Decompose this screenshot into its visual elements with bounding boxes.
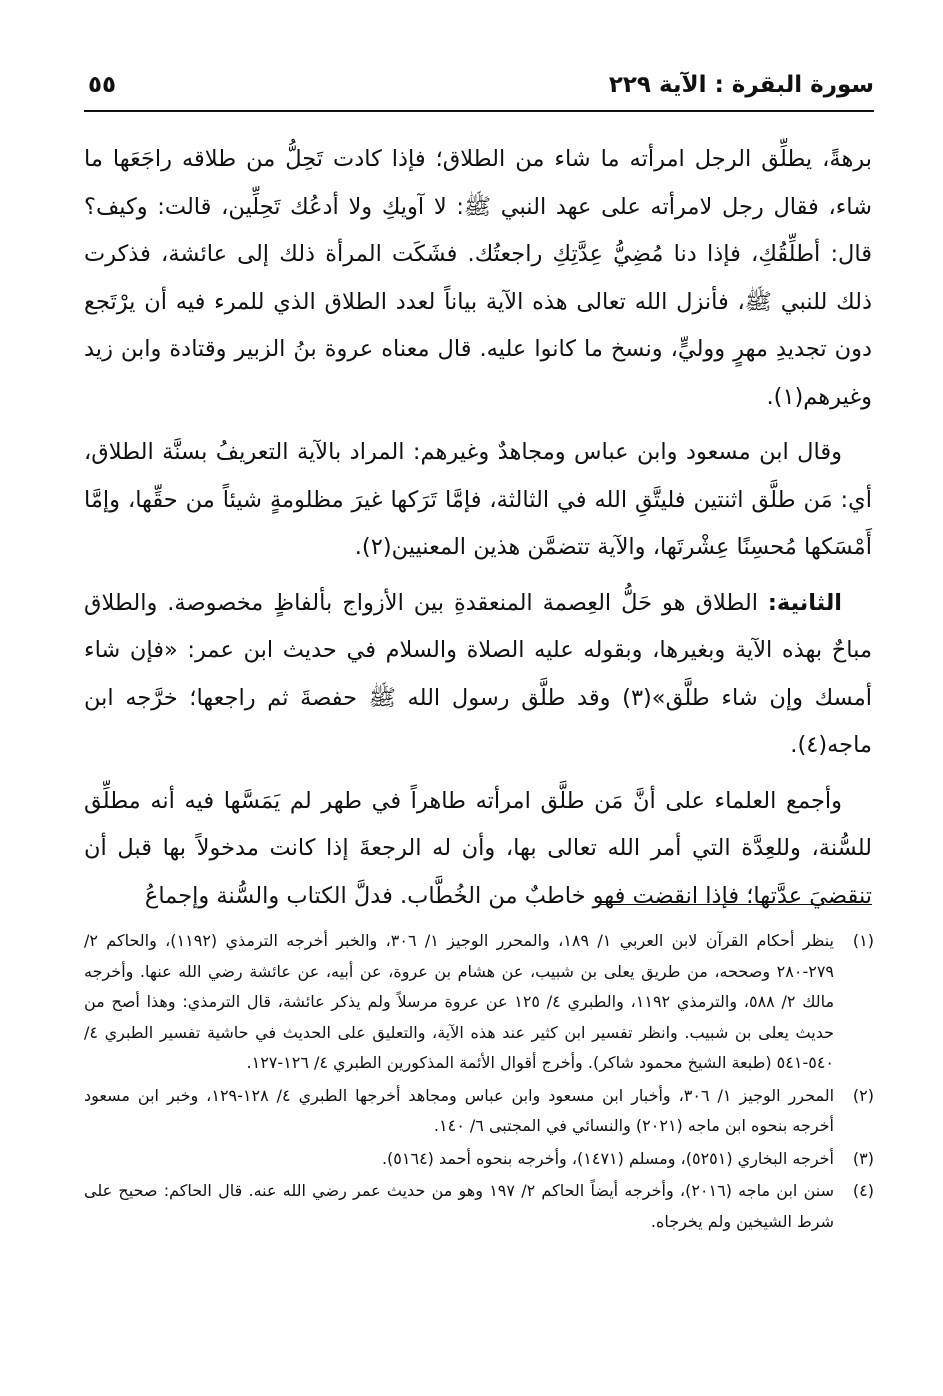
footnote: [84, 1144, 874, 1175]
paragraph: [84, 580, 872, 770]
footnote-number: (٤): [852, 1181, 874, 1200]
header-rule: [84, 110, 874, 112]
paragraph-text: برهةً، يطلِّق الرجل امرأته ما شاء من الطلاق؛ فإذا كادت تَحِلُّ من طلاقه راجَعَها ما شاء، فقال رجل لامرأته على عهد النبي ﷺ: لا آويكِ ولا أدعُك تَحِلِّين، قالت: وكيف؟ قال: أطلِّقُكِ، فإذا دنا مُضِيُّ عِدَّتِكِ راجعتُك. فشَكَت المرأة ذلك إلى عائشة، فذكرت ذلك للنبي ﷺ، فأنزل الله تعالى هذه الآية بياناً لعدد الطلاق الذي للمرء فيه أن يرْتَجع دون تجديدِ مهرٍ ووليٍّ، ونسخ ما كانوا عليه. قال معناه عروة بنُ الزبير وقتادة وابن زيد وغيرهم(١).: [84, 146, 872, 410]
section-lead: الثانية:: [767, 589, 842, 616]
paragraph-text: وأجمع العلماء على أنَّ مَن طلَّق امرأته طاهراً في طهر لم يَمَسَّها فيه أنه مطلِّق للسُّنة، وللعِدَّة التي أمر الله تعالى بها، وأن له الرجعةَ إذا كانت مدخولاً بها قبل أن تنقضيَ عدَّتها؛ فإذا انقضت فهو خاطبٌ من الخُطَّاب. فدلَّ الكتاب والسُّنة وإجماعُ: [84, 787, 872, 909]
footnotes: [84, 926, 874, 1239]
footnote-separator: [598, 904, 872, 905]
paragraph-text: الطلاق هو حَلُّ العِصمة المنعقدةِ بين الأزواج بألفاظٍ مخصوصة. والطلاق مباحٌ بهذه الآية وبغيرها، وبقوله عليه الصلاة والسلام في حديث ابن عمر: «فإن شاء أمسك وإن شاء طلَّق»(٣) وقد طلَّق رسول الله ﷺ حفصةَ ثم راجعها؛ خرَّجه ابن ماجه(٤).: [84, 589, 873, 758]
footnote-number: (١): [852, 931, 874, 950]
footnote-text: سنن ابن ماجه (٢٠١٦)، وأخرجه أيضاً الحاكم ٢/ ١٩٧ وهو من حديث عمر رضي الله عنه. قال الحاكم: صحيح على شرط الشيخين ولم يخرجاه.: [84, 1181, 835, 1231]
footnote-text: أخرجه البخاري (٥٢٥١)، ومسلم (١٤٧١)، وأخرجه بنحوه أحمد (٥١٦٤).: [381, 1148, 834, 1168]
footnote: [84, 926, 874, 1079]
paragraph-text: وقال ابن مسعود وابن عباس ومجاهدٌ وغيرهم: المراد بالآية التعريفُ بسنَّة الطلاق، أي: مَن طلَّق اثنتين فليتَّقِ الله في الثالثة، فإمَّا تَرَكها غيرَ مظلومةٍ شيئاً من حقِّها، وإمَّا أَمْسَكها مُحسِنًا عِشْرتَها، والآية تتضمَّن هذين المعنيين(٢).: [84, 439, 872, 560]
paragraph: [84, 136, 872, 421]
footnote: [84, 1081, 874, 1142]
page-number: ٥٥: [88, 72, 117, 98]
footnote: [84, 1176, 874, 1237]
paragraph: [84, 429, 872, 572]
footnote-text: ينظر أحكام القرآن لابن العربي ١/ ١٨٩، والمحرر الوجيز ١/ ٣٠٦، والخبر أخرجه الترمذي (١١٩٢)، والحاكم ٢/ ٢٧٩-٢٨٠ وصححه، من طريق يعلى بن شبيب، عن هشام بن عروة، عن أبيه، عن عائشة رضي الله عنها. وأخرجه مالك ٢/ ٥٨٨، والترمذي ١١٩٢، والطبري ٤/ ١٢٥ عن عروة مرسلاً ولم يذكر عائشة، قال الترمذي: وهذا أصح من حديث يعلى بن شبيب. وانظر تفسير ابن كثير عند هذه الآية، والتعليق على الحديث في حاشية تفسير الطبري ٤/ ٥٤٠-٥٤١ (طبعة الشيخ محمود شاكر). وأخرج أقوال الأئمة المذكورين الطبري ٤/ ١٢٦-١٢٧.: [84, 931, 835, 1072]
paragraph: [84, 778, 872, 921]
main-text: [84, 136, 872, 928]
running-title: سورة البقرة : الآية ٢٢٩: [608, 72, 874, 98]
footnote-number: (٢): [852, 1085, 874, 1105]
page-header: [84, 64, 874, 114]
footnote-number: (٣): [852, 1148, 874, 1168]
footnote-text: المحرر الوجيز ١/ ٣٠٦، وأخبار ابن مسعود وابن عباس ومجاهد أخرجها الطبري ٤/ ١٢٨-١٢٩، وخبر ابن مسعود أخرجه بنحوه ابن ماجه (٢٠٢١) والنسائي في المجتبى ٦/ ١٤٠.: [84, 1085, 835, 1135]
